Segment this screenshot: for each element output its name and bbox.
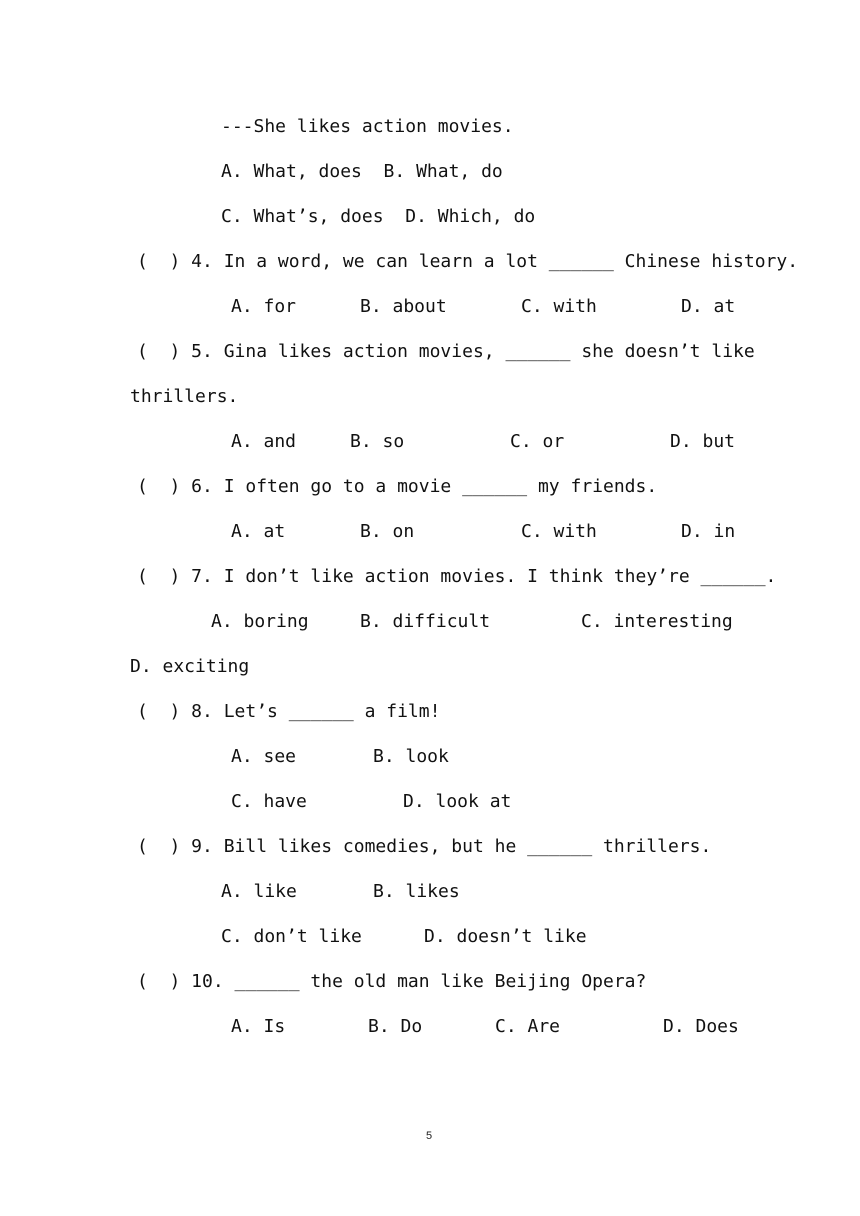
q8-option-c: C. have [231,791,307,812]
q9-stem: ( ) 9. Bill likes comedies, but he ______ thrillers. [137,836,712,857]
q10-option-c: C. Are [495,1016,561,1037]
q10-option-b: B. Do [368,1016,423,1037]
q8-option-b: B. look [373,746,449,767]
q10-option-d: D. Does [663,1016,739,1037]
q6-option-a: A. at [231,521,286,542]
q7-option-a: A. boring [211,611,309,632]
q7-option-b: B. difficult [360,611,491,632]
q9-option-a: A. like [221,881,297,902]
q6-option-b: B. on [360,521,415,542]
page-number: 5 [426,1130,433,1142]
q5-option-b: B. so [350,431,405,452]
q4-option-b: B. about [360,296,447,317]
q9-option-d: D. doesn’t like [424,926,587,947]
q7-stem: ( ) 7. I don’t like action movies. I think they’re ______. [137,566,777,587]
q7-option-d: D. exciting [130,656,250,677]
q5-stem: ( ) 5. Gina likes action movies, ______ she doesn’t like [137,341,755,362]
q6-stem: ( ) 6. I often go to a movie ______ my friends. [137,476,658,497]
q5-option-c: C. or [510,431,565,452]
q7-option-c: C. interesting [581,611,733,632]
q4-option-a: A. for [231,296,297,317]
q6-option-d: D. in [681,521,736,542]
q5-option-a: A. and [231,431,297,452]
q5-option-d: D. but [670,431,736,452]
q6-option-c: C. with [521,521,597,542]
q8-stem: ( ) 8. Let’s ______ a film! [137,701,441,722]
q3-options-ab: A. What, does B. What, do [221,161,503,182]
q4-option-d: D. at [681,296,736,317]
q10-option-a: A. Is [231,1016,286,1037]
q5-stem-continued: thrillers. [130,386,239,407]
q10-stem: ( ) 10. ______ the old man like Beijing Opera? [137,971,647,992]
q3-answer-line: ---She likes action movies. [221,116,514,137]
q9-option-c: C. don’t like [221,926,362,947]
q3-options-cd: C. What’s, does D. Which, do [221,206,536,227]
q8-option-a: A. see [231,746,297,767]
q8-option-d: D. look at [403,791,512,812]
q4-option-c: C. with [521,296,597,317]
q9-option-b: B. likes [373,881,460,902]
q4-stem: ( ) 4. In a word, we can learn a lot ______ Chinese history. [137,251,799,272]
